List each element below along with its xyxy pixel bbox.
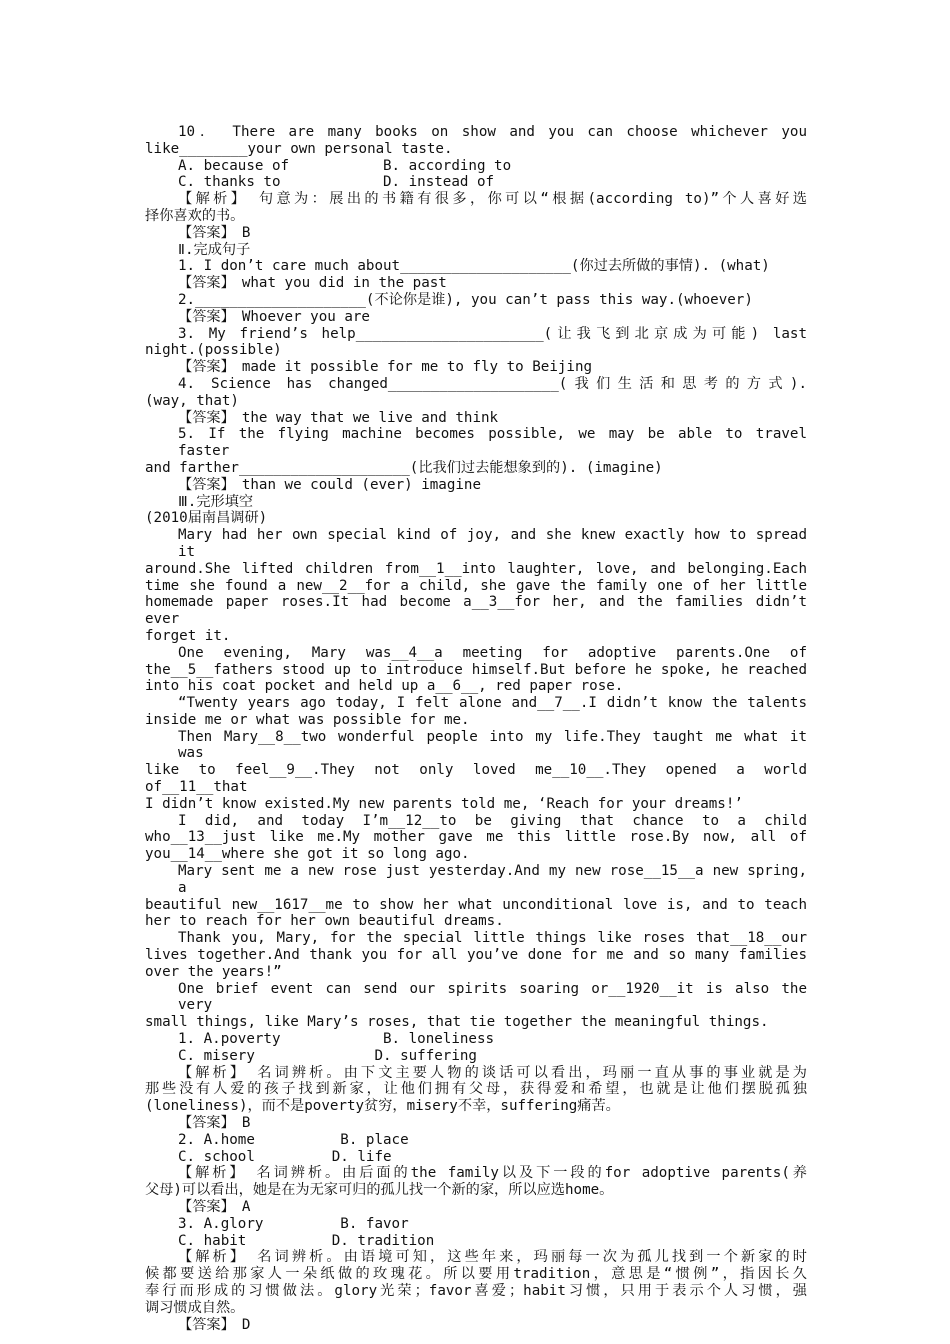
text-line: 那些没有人爱的孩子找到新家，让他们拥有父母，获得爱和希望，也就是让他们摆脱孤独 [145,1081,807,1098]
text-line: Ⅱ.完成句子 [178,241,251,258]
text-line: Then Mary__8__two wonderful people into my life.They taught me what it was [178,728,807,762]
text-line: C. habit D. tradition [178,1232,435,1249]
text-line: 父母)可以看出，她是在为无家可归的孤儿找一个新的家，所以应选home。 [145,1182,614,1199]
text-line: 【答案】 B [178,1115,251,1132]
text-line: the__5__fathers stood up to introduce himself.But before he spoke, he reached [145,661,807,678]
text-line: C. misery D. suffering [178,1047,477,1064]
text-line: who__13__just like me.My mother gave me this little rose.By now, all of [145,829,807,846]
text-line: (2010届南昌调研) [145,510,268,527]
text-line: and farther____________________(比我们过去能想象到的). (imagine) [145,459,663,476]
text-line: 3. My friend’s help______________________(让我飞到北京成为可能) last [178,325,807,342]
text-line: 奉行而形成的习惯做法。glory光荣；favor喜爱；habit习惯，只用于表示个人习惯，强 [145,1282,807,1299]
text-line: 候都要送给那家人一朵纸做的玫瑰花。所以要用tradition，意思是“惯例”，指因长久 [145,1266,807,1283]
text-line: 【解析】 名词辨析。由后面的the family以及下一段的for adoptive parents(养 [178,1165,807,1182]
text-line: 【答案】 made it possible for me to fly to Beijing [178,359,593,376]
text-line: 【答案】 the way that we live and think [178,409,499,426]
text-line: 3. A.glory B. favor [178,1215,409,1232]
text-line: inside me or what was possible for me. [145,711,470,728]
text-line: 2. A.home B. place [178,1131,409,1148]
text-line: 【解析】 名词辨析。由下文主要人物的谈话可以看出，玛丽一直从事的事业就是为 [178,1064,807,1081]
text-line: forget it. [145,627,231,644]
text-line: One evening, Mary was__4__a meeting for adoptive parents.One of [178,644,807,661]
text-line: you__14__where she got it so long ago. [145,846,470,863]
text-line: lives together.And thank you for all you’ve done for me and so many families [145,947,807,964]
text-line: (loneliness)，而不是poverty贫穷，misery不幸，suffering痛苦。 [145,1098,620,1115]
text-line: like________your own personal taste. [145,140,453,157]
text-line: around.She lifted children from__1__into laughter, love, and belonging.Each [145,560,807,577]
text-line: Mary sent me a new rose just yesterday.And my new rose__15__a new spring, a [178,863,807,896]
text-line: time she found a new__2__for a child, she gave the family one of her little [145,577,807,594]
text-line: over the years!” [145,963,282,980]
text-line: C. thanks to D. instead of [178,174,495,191]
text-line: A. because of B. according to [178,157,512,174]
text-line: 4. Science has changed____________________(我们生活和思考的方式). [178,375,807,392]
text-line: 【答案】 B [178,224,251,241]
text-line: “Twenty years ago today, I felt alone and__7__.I didn’t know the talents [178,695,807,712]
text-line: 1. I don’t care much about____________________(你过去所做的事情). (what) [178,258,770,275]
text-line: 【答案】 what you did in the past [178,275,447,292]
text-line: I did, and today I’m__12__to be giving that chance to a child [178,812,807,829]
text-line: 5. If the flying machine becomes possible, we may be able to travel faster [178,426,807,460]
text-line: 1. A.poverty B. loneliness [178,1031,495,1048]
text-line: I didn’t know existed.My new parents told me, ‘Reach for your dreams!’ [145,795,743,812]
text-line: 【解析】 名词辨析。由语境可知，这些年来，玛丽每一次为孤儿找到一个新家的时 [178,1249,807,1266]
text-line: like to feel__9__.They not only loved me__10__.They opened a world of__11__that [145,762,807,796]
text-line: One brief event can send our spirits soaring or__1920__it is also the very [178,980,807,1014]
text-line: 【答案】 D [178,1316,251,1333]
document-page [145,124,807,1333]
text-line: 【解析】 句意为：展出的书籍有很多，你可以“根据(according to)”个人喜好选 [178,191,807,208]
text-line: 10． There are many books on show and you can choose whichever you [178,124,807,140]
text-line: into his coat pocket and held up a__6__, red paper rose. [145,678,624,695]
text-line: 调习惯成自然。 [145,1299,245,1316]
text-line: homemade paper roses.It had become a__3__for her, and the families didn’t ever [145,594,807,628]
text-line: night.(possible) [145,342,282,359]
text-line: 【答案】 Whoever you are [178,308,370,325]
text-line: C. school D. life [178,1148,392,1165]
text-line: Thank you, Mary, for the special little things like roses that__18__our [178,930,807,947]
text-line: 择你喜欢的书。 [145,207,245,224]
text-line: her to reach for her own beautiful dreams. [145,913,504,930]
text-line: beautiful new__1617__me to show her what unconditional love is, and to teach [145,896,807,913]
text-line: 2.____________________(不论你是谁), you can’t pass this way.(whoever) [178,291,753,308]
text-line: small things, like Mary’s roses, that tie together the meaningful things. [145,1014,769,1031]
text-line: Ⅲ.完形填空 [178,493,254,510]
text-line: 【答案】 than we could (ever) imagine [178,476,482,493]
text-line: (way, that) [145,392,239,409]
text-line: Mary had her own special kind of joy, and she knew exactly how to spread it [178,527,807,560]
text-line: 【答案】 A [178,1199,251,1215]
